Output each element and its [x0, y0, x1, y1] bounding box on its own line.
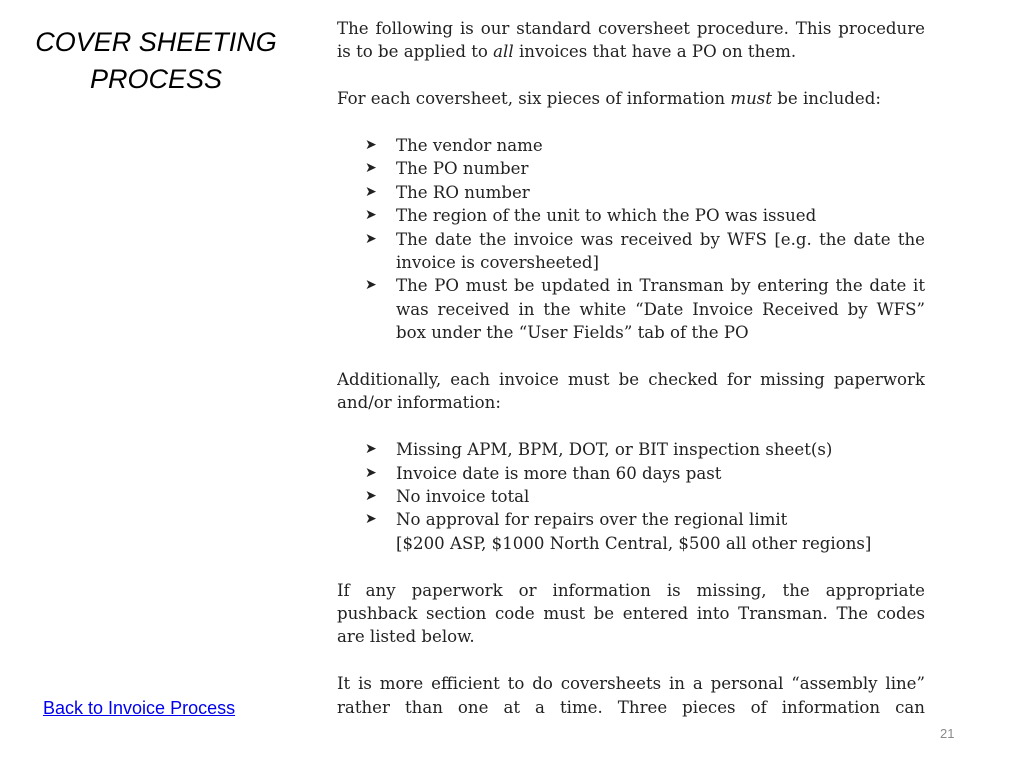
list-item	[365, 181, 925, 204]
arrowhead-bullet-icon: ➤	[365, 464, 377, 481]
page-number: 21	[940, 726, 955, 741]
list-item-text: Invoice date is more than 60 days past	[396, 463, 722, 483]
list-item-text: The RO number	[396, 182, 530, 202]
list-item-text: The region of the unit to which the PO was issued	[396, 206, 817, 226]
required-emphasis: must	[730, 89, 772, 109]
list-item-text: No approval for repairs over the regional limit	[396, 510, 788, 530]
list-item	[365, 508, 925, 555]
arrowhead-bullet-icon: ➤	[365, 137, 377, 153]
intro-paragraph	[337, 17, 925, 64]
list-item-text: The PO number	[396, 159, 529, 179]
arrowhead-bullet-icon: ➤	[365, 183, 377, 200]
arrowhead-bullet-icon: ➤	[365, 488, 377, 505]
list-item	[365, 438, 925, 461]
arrowhead-bullet-icon: ➤	[365, 441, 377, 458]
list-item-text: The vendor name	[396, 136, 543, 155]
check-items-list	[337, 438, 925, 555]
required-info-paragraph	[337, 87, 925, 110]
list-item	[365, 462, 925, 485]
intro-emphasis: all	[493, 42, 514, 62]
list-item-text: Missing APM, BPM, DOT, or BIT inspection sheet(s)	[396, 440, 833, 460]
list-item	[365, 134, 925, 157]
procedure-document	[337, 17, 925, 733]
list-item-text: No invoice total	[396, 487, 530, 507]
required-items-list	[337, 134, 925, 345]
list-item	[365, 485, 925, 508]
additional-check-paragraph: Additionally, each invoice must be checked for missing paperwork and/or information:	[337, 370, 925, 413]
required-text-start: For each coversheet, six pieces of information	[337, 89, 731, 109]
arrowhead-bullet-icon: ➤	[365, 207, 377, 224]
slide-title: COVER SHEETING PROCESS	[35, 27, 277, 94]
regional-limits-text: [$200 ASP, $1000 North Central, $500 all other regions]	[396, 533, 872, 553]
arrowhead-bullet-icon: ➤	[365, 511, 377, 528]
required-text-end: be included:	[771, 89, 881, 109]
list-item-text: The date the invoice was received by WFS [e.g. the date the invoice is coversheeted]	[396, 229, 925, 273]
back-to-invoice-process-link[interactable]: Back to Invoice Process	[43, 698, 236, 718]
list-item-text: The PO must be updated in Transman by entering the date it was received in the white “Date Invoice Received by WFS” box under the “User Fields” tab of the PO	[396, 276, 925, 343]
pushback-paragraph: If any paperwork or information is missing, the appropriate pushback section code must be entered into Transman. The codes are listed below.	[337, 580, 925, 647]
list-item	[365, 157, 925, 180]
list-item	[365, 274, 925, 344]
list-item	[365, 228, 925, 275]
efficiency-paragraph: It is more efficient to do coversheets in a personal “assembly line” rather than one at a time. Three pieces of information can	[337, 674, 925, 717]
list-item	[365, 204, 925, 227]
arrowhead-bullet-icon: ➤	[365, 230, 377, 247]
intro-text-start: The following is our standard coversheet procedure. This procedure is to be applied to	[337, 19, 925, 62]
arrowhead-bullet-icon: ➤	[365, 277, 377, 294]
intro-text-end: invoices that have a PO on them.	[513, 42, 797, 62]
arrowhead-bullet-icon: ➤	[365, 160, 377, 177]
